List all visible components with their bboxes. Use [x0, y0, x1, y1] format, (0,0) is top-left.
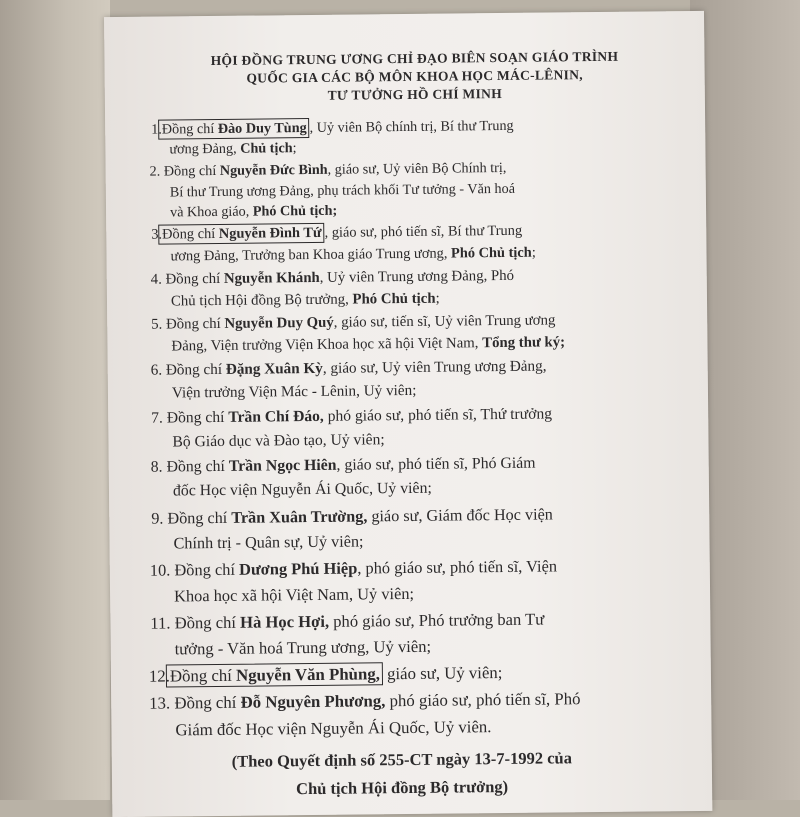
- member-4-line-2: Chủ tịch Hội đồng Bộ trưởng, Phó Chủ tịch;: [170, 290, 440, 310]
- member-4-line-1: 4. Đồng chí Nguyễn Khánh, Uỷ viên Trung ương Đảng, Phó: [150, 267, 515, 288]
- member-5-line-2: Đảng, Viện trưởng Viện Khoa học xã hội Việt Nam, Tổng thư ký;: [171, 334, 566, 355]
- member-2-line-1: 2. Đồng chí Nguyễn Đức Bình, giáo sư, Uỷ viên Bộ Chính trị,: [149, 159, 507, 180]
- member-7-line-2: Bộ Giáo dục và Đào tạo, Uỷ viên;: [172, 431, 385, 451]
- member-4-name: Nguyễn Khánh: [223, 269, 320, 287]
- page-heading-line-1: HỘI ĐỒNG TRUNG ƯƠNG CHỈ ĐẠO BIÊN SOẠN GIÁO TRÌNH: [210, 48, 619, 69]
- member-10-line-1: 10. Đồng chí Dương Phú Hiệp, phó giáo sư, phó tiến sĩ, Viện: [149, 556, 558, 580]
- member-8-name: Trần Ngọc Hiên: [228, 456, 337, 475]
- member-12-box: Đồng chí Nguyễn Văn Phùng,: [166, 662, 383, 687]
- member-1-box: Đồng chí Đào Duy Tùng: [158, 118, 310, 140]
- decision-note-line-1: (Theo Quyết định số 255-CT ngày 13-7-1992 của: [231, 748, 573, 771]
- member-7-name: Trần Chí Đáo,: [228, 407, 324, 426]
- member-5-line-1: 5. Đồng chí Nguyễn Duy Quý, giáo sư, tiến sĩ, Uỷ viên Trung ương: [151, 312, 556, 333]
- member-2-role: Phó Chủ tịch;: [252, 202, 338, 220]
- member-8-line-1: 8. Đồng chí Trần Ngọc Hiên, giáo sư, phó tiến sĩ, Phó Giám: [150, 454, 536, 476]
- member-6-line-2: Viện trưởng Viện Mác - Lênin, Uỷ viên;: [171, 381, 417, 402]
- desk-background-left: [0, 0, 110, 800]
- member-2-line-2: Bí thư Trung ương Đảng, phụ trách khối Tư tưởng - Văn hoá: [169, 180, 516, 201]
- member-13-line-1: 13. Đồng chí Đỗ Nguyên Phương, phó giáo sư, phó tiến sĩ, Phó: [149, 689, 581, 713]
- member-3-name: Nguyễn Đình Tứ: [218, 224, 322, 242]
- member-7-line-1: 7. Đồng chí Trần Chí Đáo, phó giáo sư, phó tiến sĩ, Thứ trưởng: [151, 405, 553, 427]
- book-page: [104, 11, 712, 817]
- member-3-role: Phó Chủ tịch: [450, 244, 532, 262]
- member-9-line-2: Chính trị - Quân sự, Uỷ viên;: [173, 532, 364, 553]
- member-13-line-2: Giám đốc Học viện Nguyễn Ái Quốc, Uỷ viên.: [175, 717, 492, 740]
- member-5-role: Tổng thư ký;: [482, 334, 566, 352]
- member-1-line-2: ương Đảng, Chủ tịch;: [169, 140, 297, 158]
- member-9-line-1: 9. Đồng chí Trần Xuân Trường, giáo sư, Giám đốc Học viện: [151, 505, 553, 528]
- member-3-line-2: ương Đảng, Trưởng ban Khoa giáo Trung ương, Phó Chủ tịch;: [170, 244, 536, 265]
- member-3-line-1: 3.Đồng chí Nguyễn Đình Tứ , giáo sư, phó tiến sĩ, Bí thư Trung: [151, 222, 523, 243]
- member-1-name: Đào Duy Tùng: [217, 120, 307, 137]
- member-12-name: Nguyễn Văn Phùng,: [235, 664, 380, 685]
- member-6-line-1: 6. Đồng chí Đặng Xuân Kỳ, giáo sư, Uỷ viên Trung ương Đảng,: [150, 357, 547, 379]
- member-10-name: Dương Phú Hiệp: [238, 558, 358, 579]
- member-6-name: Đặng Xuân Kỳ: [225, 359, 323, 378]
- member-13-name: Đỗ Nguyên Phương,: [240, 691, 386, 712]
- member-2-name: Nguyễn Đức Bình: [219, 161, 328, 179]
- member-8-line-2: đốc Học viện Nguyễn Ái Quốc, Uỷ viên;: [172, 479, 432, 500]
- member-5-name: Nguyễn Duy Quý: [224, 314, 334, 332]
- member-1-role: Chủ tịch: [240, 140, 293, 157]
- member-2-line-3: và Khoa giáo, Phó Chủ tịch;: [169, 202, 338, 221]
- member-11-line-2: tưởng - Văn hoá Trung ương, Uỷ viên;: [174, 636, 432, 659]
- member-9-name: Trần Xuân Trường,: [231, 507, 368, 527]
- member-1-line-1: 1.Đồng chí Đào Duy Tùng , Uỷ viên Bộ chính trị, Bí thư Trung: [151, 117, 514, 138]
- page-heading-line-2: QUỐC GIA CÁC BỘ MÔN KHOA HỌC MÁC-LÊNIN,: [246, 67, 583, 86]
- page-heading-line-3: TƯ TƯỞNG HỒ CHÍ MINH: [327, 85, 503, 103]
- member-4-role: Phó Chủ tịch: [352, 290, 436, 308]
- member-11-name: Hà Học Hợi,: [240, 611, 330, 632]
- member-12-line-1: 12.Đồng chí Nguyễn Văn Phùng, giáo sư, Uỷ viên;: [148, 663, 503, 686]
- member-11-line-1: 11. Đồng chí Hà Học Hợi, phó giáo sư, Phó trưởng ban Tư: [150, 609, 545, 633]
- member-3-box: Đồng chí Nguyễn Đình Tứ: [158, 223, 325, 245]
- decision-note-line-2: Chủ tịch Hội đồng Bộ trưởng): [295, 776, 509, 799]
- member-10-line-2: Khoa học xã hội Việt Nam, Uỷ viên;: [173, 583, 415, 606]
